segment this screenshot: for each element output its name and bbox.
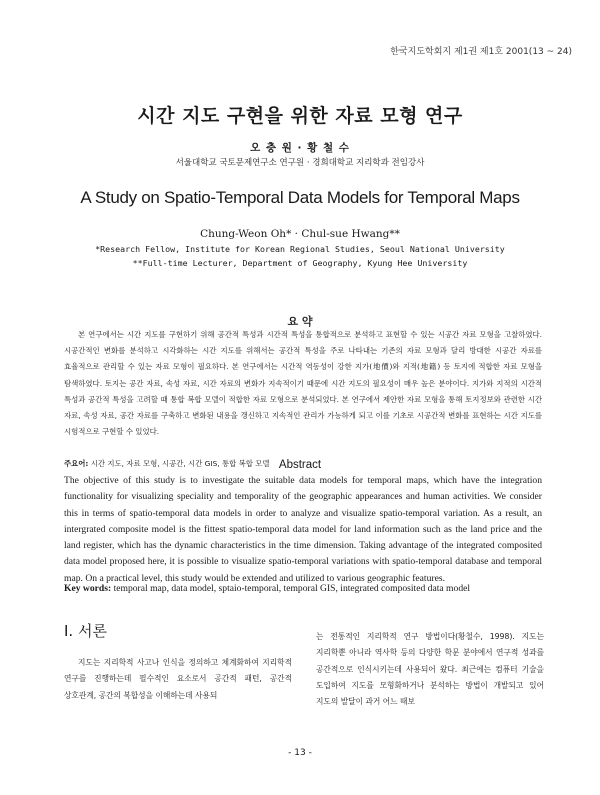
journal-info: 한국지도학회지 제1권 제1호 2001(13 ~ 24) <box>390 47 572 57</box>
english-keywords-label: Key words: <box>64 583 112 594</box>
english-title: A Study on Spatio-Temporal Data Models for Temporal Maps <box>80 188 520 207</box>
english-keywords-text: temporal map, data model, sptaio-temporal, temporal GIS, integrated composited data model <box>111 583 471 594</box>
korean-abstract-body <box>64 327 542 440</box>
korean-affiliations: 서울대학교 국토문제연구소 연구원 · 경희대학교 지리학과 전임강사 <box>175 158 425 168</box>
english-keywords <box>64 583 542 594</box>
page-number: - 13 - <box>288 748 312 758</box>
body-column-right <box>316 629 544 710</box>
body-paragraph: 지도는 지리학적 사고나 인식을 정의하고 체계화하여 지리학적 연구를 진행하는데 필수적인 요소로서 공간적 패턴, 공간적 상호관계, 공간의 복합성을 이해하는데 사용되 <box>64 658 292 700</box>
korean-title: 시간 지도 구현을 위한 자료 모형 연구 <box>137 105 463 127</box>
korean-keywords-label: 주요어: <box>64 459 89 468</box>
body-column-left <box>64 655 292 704</box>
section-heading-introduction: I. 서론 <box>64 622 107 640</box>
english-abstract-heading: Abstract <box>278 459 322 471</box>
korean-keywords-text: 시간 지도, 자료 모형, 시공간, 시간 GIS, 통합 복합 모델 <box>88 459 270 468</box>
korean-authors: 오 충 원 · 황 철 수 <box>250 142 350 154</box>
english-authors: Chung-Weon Oh* · Chul-sue Hwang** <box>200 228 400 240</box>
korean-abstract-heading: 요 약 <box>287 315 313 328</box>
english-affiliation-2: **Full-time Lecturer, Department of Geography, Kyung Hee University <box>132 258 468 268</box>
english-affiliation-1: *Research Fellow, Institute for Korean Regional Studies, Seoul National University <box>95 244 505 254</box>
english-abstract-text: The objective of this study is to investigate the suitable data models for temporal maps, which have the integration functionality for visualizing speciality and temporality of the geographic appearances and human activities. We consider this in terms of spatio-temporal data models in order to analyze and visualize spatio-temporal variation. As a result, an intergrated composite model is the fittest spatio-temporal data model for land information such as the land price and the land register, which has the dynamic characteristics in the time dimension. Taking advantage of the integrated composited data model proposed here, it is possible to visualize spatio-temporal variations with spatio-temporal database and temporal map. On a practical level, this study would be extended and utilized to various geographic features. <box>64 475 542 584</box>
body-paragraph: 는 전통적인 지리학적 연구 방법이다(황철수, 1998). 지도는 지리학뿐 아니라 역사학 등의 다양한 학문 분야에서 연구적 성과를 공간적으로 인식시키는데 사용되어 왔다. 최근에는 컴퓨터 기술을 도입하여 지도를 모형화하거나 분석하는 방법이 개발되고 있어 지도의 발달이 과거 어느 때보 <box>316 632 544 707</box>
english-abstract-body <box>64 473 542 587</box>
korean-abstract-text: 본 연구에서는 시간 지도를 구현하기 위해 공간적 특성과 시간적 특성을 통합적으로 분석하고 표현할 수 있는 시공간 자료 모형을 고찰하였다. 시공간적인 변화를 분석하고 시각화하는 시간 지도를 위해서는 공간적 특성을 주로 나타내는 기존의 자료 모형과 달리 방대한 시공간 자료를 효율적으로 관리할 수 있는 자료 모형이 필요하다. 본 연구에서는 시간적 역동성이 강한 지가(地價)와 지적(地籍) 등 토지에 적합한 자료 모형을 탐색하였다. 토지는 공간 자료, 속성 자료, 시간 자료의 변화가 지속적이기 때문에 시간 지도의 필요성이 매우 높은 분야이다. 지가와 지적의 시간적 특성과 공간적 특성을 고려할 때 통합 복합 모델이 적합한 자료 모형으로 분석되었다. 본 연구에서 제안한 자료 모형을 통해 토지정보와 관련한 시간 자료, 속성 자료, 공간 자료를 구축하고 변화된 내용을 갱신하고 지속적인 관리가 가능하게 되고 이를 기초로 시공간적 변화를 표현하는 시간 지도를 시험적으로 구현할 수 있었다. <box>64 330 542 437</box>
